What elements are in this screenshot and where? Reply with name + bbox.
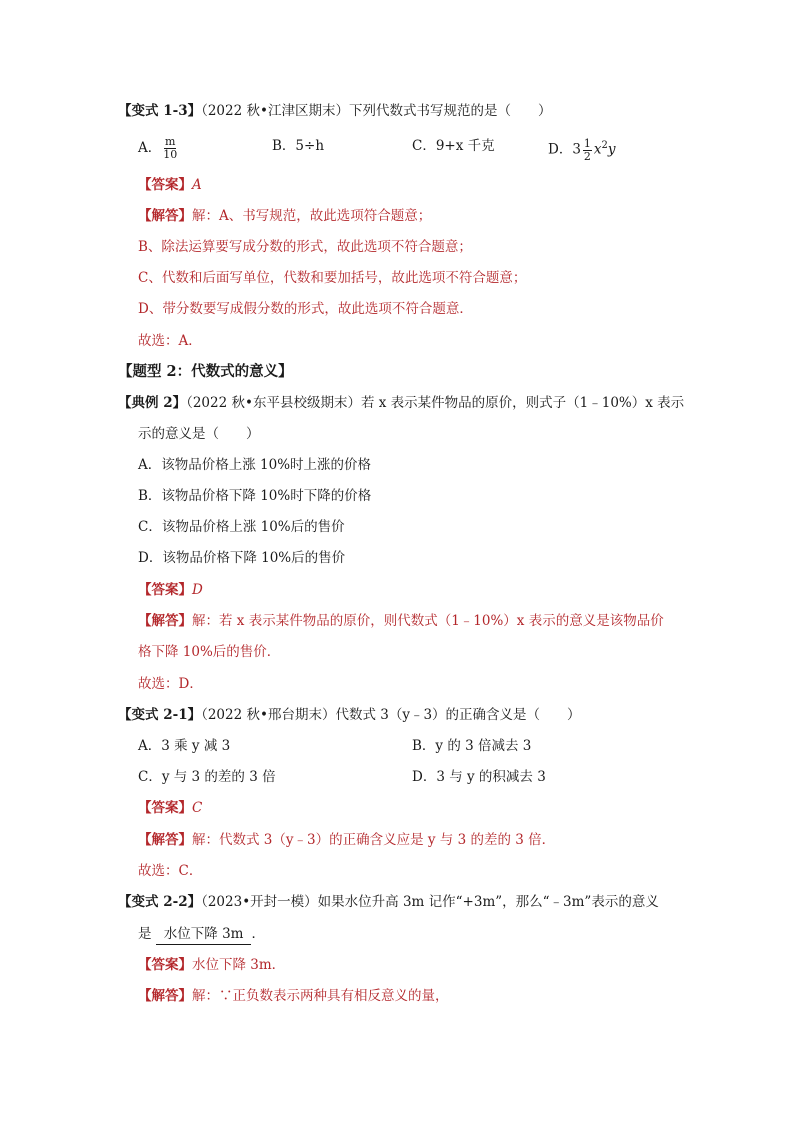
question-v2-2-stem-line1: 【变式 2-2】（2023•开封一模）如果水位升高 3m 记作“+3m”，那么“﹣3m”表示的意义 — [118, 894, 659, 910]
answer-blank: 水位下降 3m — [156, 924, 252, 945]
question-tag: 【变式 1-3】 — [118, 103, 202, 119]
solution-v1-3-line2: B、除法运算要写成分数的形式，故此选项不符合题意； — [138, 239, 472, 255]
v2-1-option-c: C．y 与 3 的差的 3 倍 — [138, 769, 276, 785]
solution-example-2-line1: 【解答】解：若 x 表示某件物品的原价，则代数式（1﹣10%）x 表示的意义是该物品价 — [138, 613, 664, 629]
answer-example-2: 【答案】D — [138, 582, 203, 598]
conclusion-v1-3: 故选：A． — [138, 333, 202, 349]
option-c: C．9+x 千克 — [412, 138, 495, 154]
solution-v1-3-line3: C、代数和后面写单位，代数和要加括号，故此选项不符合题意； — [138, 270, 527, 286]
solution-example-2-line2: 格下降 10%后的售价． — [138, 644, 281, 660]
v2-1-option-d: D．3 与 y 的积减去 3 — [412, 769, 546, 785]
answer-v2-1: 【答案】C — [138, 800, 203, 816]
answer-v2-2: 【答案】水位下降 3m． — [138, 957, 286, 973]
example-2-option-d: D．该物品价格下降 10%后的售价 — [138, 550, 346, 566]
example-2-option-b: B．该物品价格下降 10%时下降的价格 — [138, 488, 372, 504]
example-2-option-c: C．该物品价格上涨 10%后的售价 — [138, 519, 345, 535]
option-label: D．3 — [548, 141, 581, 158]
example-2-stem-line2: 示的意义是（ ） — [138, 426, 260, 442]
question-v1-3-stem — [118, 101, 551, 121]
fraction-1-over-2: $\frac{1}{2}$ — [583, 136, 591, 163]
option-d: D．3 $\frac{1}{2}$ $x^2y$ — [548, 136, 616, 163]
answer-v1-3: 【答案】A — [138, 177, 202, 193]
option-label: A． — [138, 140, 162, 156]
option-b: B．5÷h — [272, 138, 325, 154]
question-v2-1-stem: 【变式 2-1】（2022 秋•邢台期末）代数式 3（y﹣3）的正确含义是（ ） — [118, 707, 581, 723]
conclusion-v2-1: 故选：C． — [138, 863, 203, 879]
question-v2-2-stem-line2: 是 水位下降 3m ． — [138, 924, 265, 945]
solution-v2-1-line1: 【解答】解：代数式 3（y﹣3）的正确含义应是 y 与 3 的差的 3 倍． — [138, 832, 556, 848]
example-2-option-a: A．该物品价格上涨 10%时上涨的价格 — [138, 457, 372, 473]
solution-v1-3-line1: 【解答】解：A、书写规范，故此选项符合题意； — [138, 208, 432, 224]
solution-v2-2-line1: 【解答】解：∵正负数表示两种具有相反意义的量， — [138, 988, 449, 1004]
option-a — [138, 136, 179, 161]
question-text: （2022 秋•江津区期末）下列代数式书写规范的是（ ） — [201, 103, 552, 119]
conclusion-example-2: 故选：D． — [138, 676, 203, 692]
example-2-stem-line1: 【典例 2】（2022 秋•东平县校级期末）若 x 表示某件物品的原价，则式子（1﹣10%）x 表示 — [118, 395, 685, 411]
v2-1-option-a: A．3 乘 y 减 3 — [138, 738, 231, 754]
section-title-type-2: 【题型 2：代数式的意义】 — [118, 363, 293, 380]
fraction-m-over-10: $\frac{m}{10}$ — [163, 135, 178, 161]
solution-v1-3-line4: D、带分数要写成假分数的形式，故此选项不符合题意． — [138, 301, 473, 317]
v2-1-option-b: B．y 的 3 倍减去 3 — [412, 738, 532, 754]
